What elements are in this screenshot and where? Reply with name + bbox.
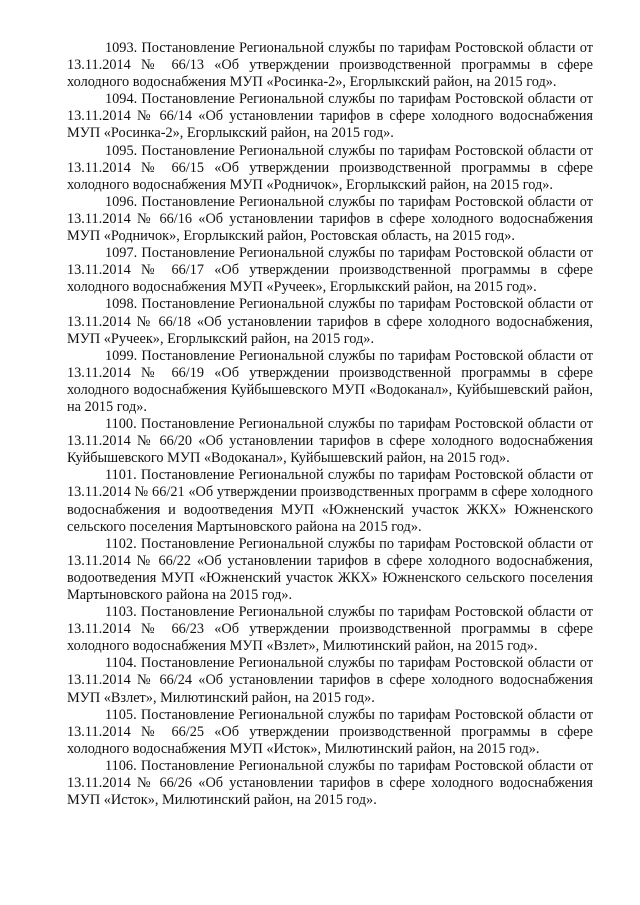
entry-1100: 1100. Постановление Региональной службы по тарифам Ростовской области от 13.11.2014 № 66/20 «Об установлении тарифов в сфере холодного водоснабжения Куйбышевского МУП «Водоканал», Куйбышевский район, на 2015 год».: [67, 416, 593, 467]
entry-1099: 1099. Постановление Региональной службы по тарифам Ростовской области от 13.11.2014 № 66/19 «Об утверждении производственной программы в сфере холодного водоснабжения Куйбышевского МУП «Водоканал», Куйбышевский район, на 2015 год».: [67, 347, 593, 415]
entry-1098: 1098. Постановление Региональной службы по тарифам Ростовской области от 13.11.2014 № 66/18 «Об установлении тарифов в сфере холодного водоснабжения, МУП «Ручеек», Егорлыкский район, на 2015 год».: [67, 296, 593, 347]
entry-1096: 1096. Постановление Региональной службы по тарифам Ростовской области от 13.11.2014 № 66/16 «Об установлении тарифов в сфере холодного водоснабжения МУП «Родничок», Егорлыкский район, Ростовская область, на 2015 год».: [67, 193, 593, 245]
entry-1101: 1101. Постановление Региональной службы по тарифам Ростовской области от 13.11.2014 № 66/21 «Об утверждении производственных программ в сфере холодного водоснабжения и водоотведения МУП «Южненский участок ЖКХ» Южненского сельского поселения Мартыновского района на 2015 год».: [67, 467, 593, 535]
entry-1106: 1106. Постановление Региональной службы по тарифам Ростовской области от 13.11.2014 № 66/26 «Об установлении тарифов в сфере холодного водоснабжения МУП «Исток», Милютинский район, на 2015 год».: [67, 757, 593, 809]
entry-1103: 1103. Постановление Региональной службы по тарифам Ростовской области от 13.11.2014 № 66/23 «Об утверждении производственной программы в сфере холодного водоснабжения МУП «Взлет», Милютинский район, на 2015 год».: [67, 604, 593, 655]
document-page: [67, 40, 593, 809]
entry-1105: 1105. Постановление Региональной службы по тарифам Ростовской области от 13.11.2014 № 66/25 «Об утверждении производственной программы в сфере холодного водоснабжения МУП «Исток», Милютинский район, на 2015 год».: [67, 706, 593, 757]
entry-1097: 1097. Постановление Региональной службы по тарифам Ростовской области от 13.11.2014 № 66/17 «Об утверждении производственной программы в сфере холодного водоснабжения МУП «Ручеек», Егорлыкский район, на 2015 год».: [67, 245, 593, 296]
entry-1093: 1093. Постановление Региональной службы по тарифам Ростовской области от 13.11.2014 № 66/13 «Об утверждении производственной программы в сфере холодного водоснабжения МУП «Росинка-2», Егорлыкский район, на 2015 год».: [67, 40, 593, 91]
entry-1102: 1102. Постановление Региональной службы по тарифам Ростовской области от 13.11.2014 № 66/22 «Об установлении тарифов в сфере холодного водоснабжения, водоотведения МУП «Южненский участок ЖКХ» Южненского сельского поселения Мартыновского района на 2015 год».: [67, 535, 593, 603]
entry-1104: 1104. Постановление Региональной службы по тарифам Ростовской области от 13.11.2014 № 66/24 «Об установлении тарифов в сфере холодного водоснабжения МУП «Взлет», Милютинский район, на 2015 год».: [67, 655, 593, 706]
entry-1094: 1094. Постановление Региональной службы по тарифам Ростовской области от 13.11.2014 № 66/14 «Об установлении тарифов в сфере холодного водоснабжения МУП «Росинка-2», Егорлыкский район, на 2015 год».: [67, 91, 593, 142]
entry-1095: 1095. Постановление Региональной службы по тарифам Ростовской области от 13.11.2014 № 66/15 «Об утверждении производственной программы в сфере холодного водоснабжения МУП «Родничок», Егорлыкский район, на 2015 год».: [67, 142, 593, 193]
